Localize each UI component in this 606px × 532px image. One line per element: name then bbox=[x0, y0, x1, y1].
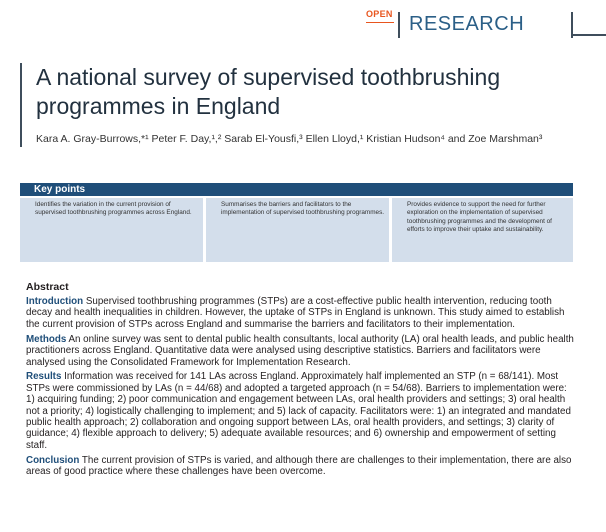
key-points-heading: Key points bbox=[20, 183, 573, 196]
abstract-results bbox=[26, 371, 574, 451]
abstract-introduction bbox=[26, 296, 574, 330]
article-title: A national survey of supervised toothbrushing programmes in England bbox=[36, 64, 501, 119]
abstract-conclusion bbox=[26, 455, 574, 478]
header-rule-right-horizontal bbox=[572, 34, 606, 36]
key-point-2: Summarises the barriers and facilitators to the implementation of supervised toothbrushing programmes. bbox=[206, 198, 389, 262]
open-badge-underline bbox=[366, 22, 394, 23]
abstract-introduction-label: Introduction bbox=[26, 296, 84, 307]
key-point-1: Identifies the variation in the current provision of supervised toothbrushing programmes across England. bbox=[20, 198, 203, 262]
title-accent-bar bbox=[20, 63, 22, 147]
abstract-heading: Abstract bbox=[26, 281, 69, 293]
open-access-badge[interactable]: OPEN bbox=[366, 9, 393, 19]
abstract-conclusion-text: The current provision of STPs is varied, and although there are challenges to their implementation, there are also areas of good practice where these challenges have been overcome. bbox=[26, 454, 572, 478]
abstract-body bbox=[26, 296, 574, 481]
author-list: Kara A. Gray-Burrows,*¹ Peter F. Day,¹,² Sarab El-Yousfi,³ Ellen Lloyd,¹ Kristian Hudson⁴ and Zoe Marshman³ bbox=[36, 133, 543, 145]
abstract-methods-label: Methods bbox=[26, 333, 67, 345]
abstract-introduction-text: Supervised toothbrushing programmes (STPs) are a cost-effective public health intervention, reducing tooth decay and health inequalities in children. However, the uptake of STPs in England is unknown. This study aimed to establish the current provision of STPs across England and summarise the barriers and facilitators to their implementation. bbox=[26, 296, 565, 330]
key-points-columns bbox=[20, 198, 573, 262]
abstract-methods-text: An online survey was sent to dental public health consultants, local authority (LA) oral health leads, and public health practitioners across England. Quantitative data were analysed using descriptive statistics. Barriers and facilitators were analysed using the Consolidated Framework for Implementation Research. bbox=[26, 333, 574, 368]
abstract-conclusion-label: Conclusion bbox=[26, 454, 80, 466]
abstract-results-label: Results bbox=[26, 371, 62, 383]
key-point-3: Provides evidence to support the need for further exploration on the implementation of supervised toothbrushing programmes and the development of efforts to improve their uptake and sustainability. bbox=[392, 198, 573, 262]
abstract-results-text: Information was received for 141 LAs across England. Approximately half implemented an STP (n = 68/141). Most STPs were commissioned by LAs (n = 44/68) and adopted a targeted approach (n = 54/68). Barriers to implementation were: 1) acquiring funding; 2) poor communication and engagement between LAs, oral health providers and settings; 3) oral health not a priority; 4) logistically challenging to implement; and 5) lack of capacity. Facilitators were: 1) an integrated and mandated public health approach; 2) collaboration and ongoing support between LAs, oral health providers, and settings; 3) clarity of guidance; 4) flexible approach to delivery; 5) adequate available resources; and 6) ownership and empowerment of setting staff. bbox=[26, 371, 571, 451]
section-label: RESEARCH bbox=[409, 13, 525, 35]
abstract-methods bbox=[26, 334, 574, 368]
header-rule-left bbox=[398, 12, 400, 38]
